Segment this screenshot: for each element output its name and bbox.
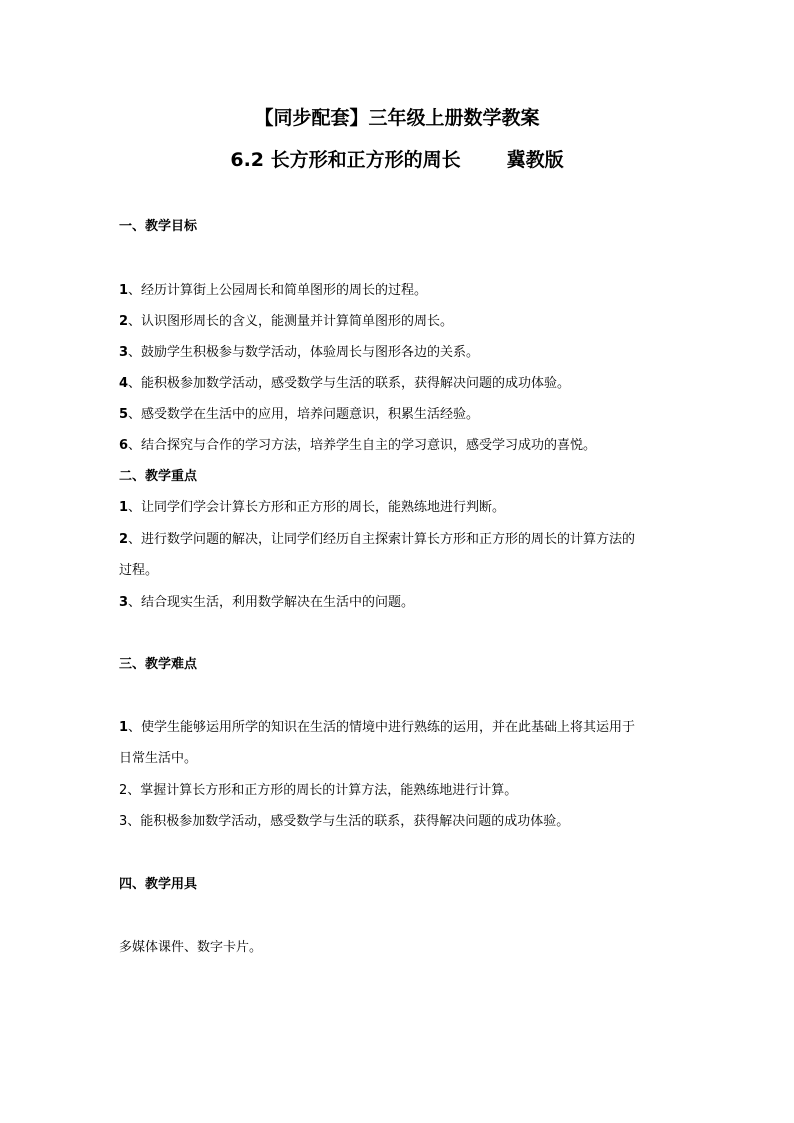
difficulty-item: 2、掌握计算长方形和正方形的周长的计算方法，能熟练地进行计算。 (119, 783, 518, 798)
edition-label: 冀教版 (506, 149, 564, 171)
section-heading-key-points: 二、教学重点 (119, 469, 198, 484)
section-heading-objectives: 一、教学目标 (119, 219, 198, 234)
objective-item: 5、感受数学在生活中的应用，培养问题意识，积累生活经验。 (119, 407, 480, 422)
key-point-item: 2、进行数学问题的解决，让同学们经历自主探索计算长方形和正方形的周长的计算方法的 (119, 532, 636, 547)
difficulty-item: 3、能积极参加数学活动，感受数学与生活的联系，获得解决问题的成功体验。 (119, 814, 570, 829)
difficulty-item-continued: 日常生活中。 (119, 751, 198, 766)
key-point-item: 1、让同学们学会计算长方形和正方形的周长，能熟练地进行判断。 (119, 500, 506, 515)
section-heading-teaching-aids: 四、教学用具 (119, 877, 198, 892)
document-title: 【同步配套】三年级上册数学教案 (254, 107, 540, 129)
objective-item: 4、能积极参加数学活动，感受数学与生活的联系，获得解决问题的成功体验。 (119, 376, 571, 391)
section-heading-difficulties: 三、教学难点 (119, 657, 198, 672)
key-point-item: 3、结合现实生活，利用数学解决在生活中的问题。 (119, 595, 415, 610)
objective-item: 1、经历计算街上公园周长和简单图形的周长的过程。 (119, 283, 428, 298)
key-point-item-continued: 过程。 (119, 563, 159, 578)
objective-item: 3、鼓励学生积极参与数学活动，体验周长与图形各边的关系。 (119, 345, 480, 360)
document-subtitle (0, 148, 794, 172)
objective-item: 6、结合探究与合作的学习方法，培养学生自主的学习意识，感受学习成功的喜悦。 (119, 438, 597, 453)
lesson-title: 6.2 长方形和正方形的周长 (230, 149, 461, 171)
teaching-aids-content: 多媒体课件、数字卡片。 (119, 940, 263, 955)
difficulty-item: 1、使学生能够运用所学的知识在生活的情境中进行熟练的运用，并在此基础上将其运用于 (119, 720, 636, 735)
objective-item: 2、认识图形周长的含义，能测量并计算简单图形的周长。 (119, 314, 454, 329)
